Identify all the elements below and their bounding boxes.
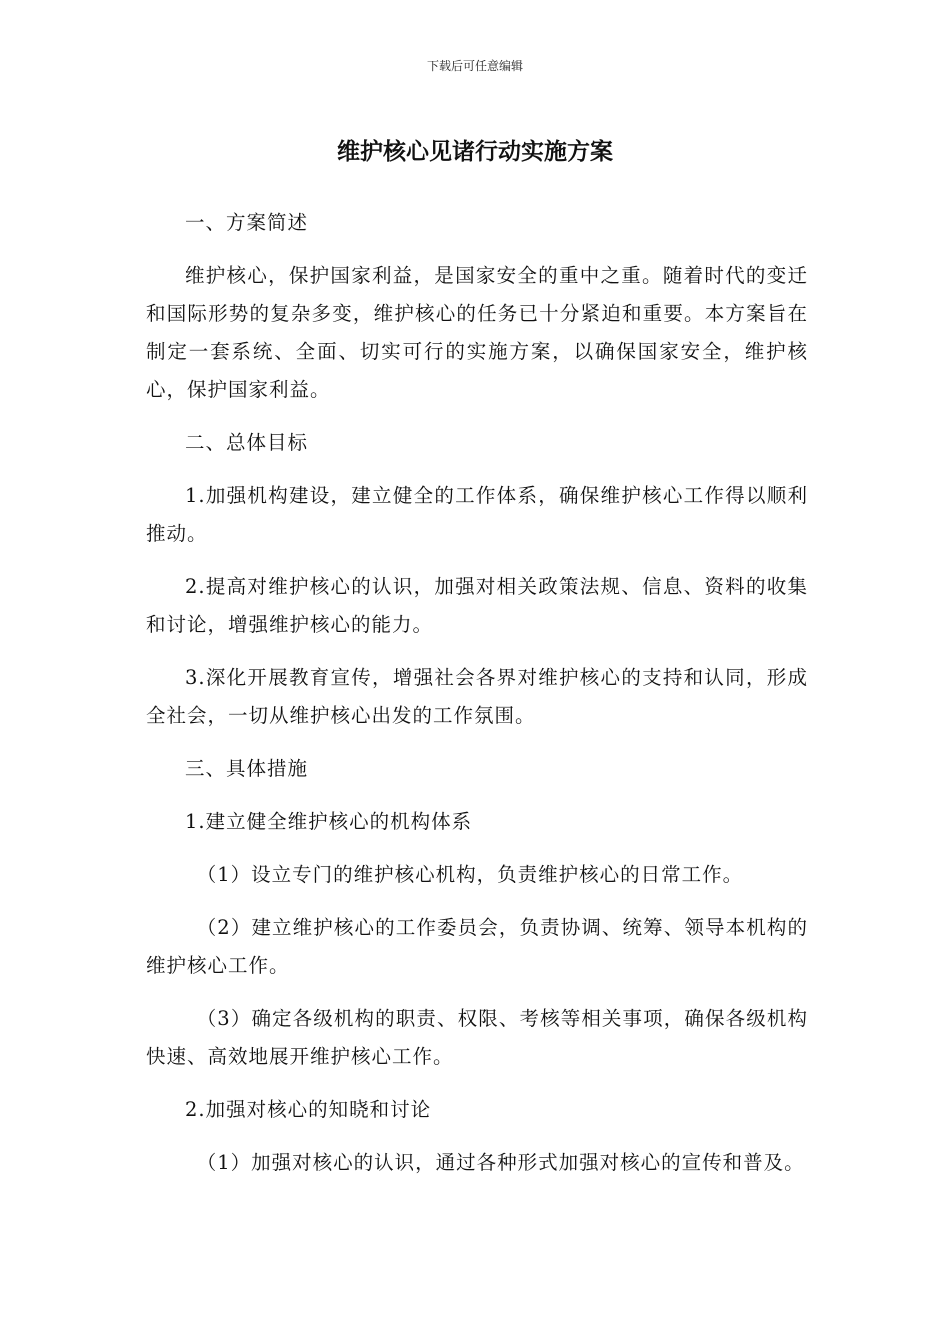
sub-paragraph: （1）加强对核心的认识，通过各种形式加强对核心的宣传和普及。 <box>196 1151 805 1174</box>
section-heading: 一、方案简述 <box>185 211 309 234</box>
paragraph: 1.加强机构建设，建立健全的工作体系，确保维护核心工作得以顺利推动。 <box>146 484 808 545</box>
header-note: 下载后可任意编辑 <box>426 59 523 73</box>
paragraph: 维护核心，保护国家利益，是国家安全的重中之重。随着时代的变迁和国际形势的复杂多变，维护核心的任务已十分紧迫和重要。本方案旨在制定一套系统、全面、切实可行的实施方案，以确保国家安全，维护核心，保护国家利益。 <box>146 264 808 401</box>
sub-paragraph: （1）设立专门的维护核心机构，负责维护核心的日常工作。 <box>196 863 744 886</box>
paragraph: 1.建立健全维护核心的机构体系 <box>185 810 473 833</box>
section-heading: 三、具体措施 <box>185 757 309 780</box>
paragraph: 2.加强对核心的知晓和讨论 <box>185 1098 432 1121</box>
document-body <box>146 204 808 1197</box>
paragraph: 3.深化开展教育宣传，增强社会各界对维护核心的支持和认同，形成全社会，一切从维护核心出发的工作氛围。 <box>146 666 808 727</box>
document-title: 维护核心见诸行动实施方案 <box>337 139 613 165</box>
sub-paragraph: （2）建立维护核心的工作委员会，负责协调、统筹、领导本机构的维护核心工作。 <box>146 916 808 977</box>
sub-paragraph: （3）确定各级机构的职责、权限、考核等相关事项，确保各级机构快速、高效地展开维护核心工作。 <box>146 1007 808 1068</box>
paragraph: 2.提高对维护核心的认识，加强对相关政策法规、信息、资料的收集和讨论，增强维护核心的能力。 <box>146 575 808 636</box>
section-heading: 二、总体目标 <box>185 431 309 454</box>
